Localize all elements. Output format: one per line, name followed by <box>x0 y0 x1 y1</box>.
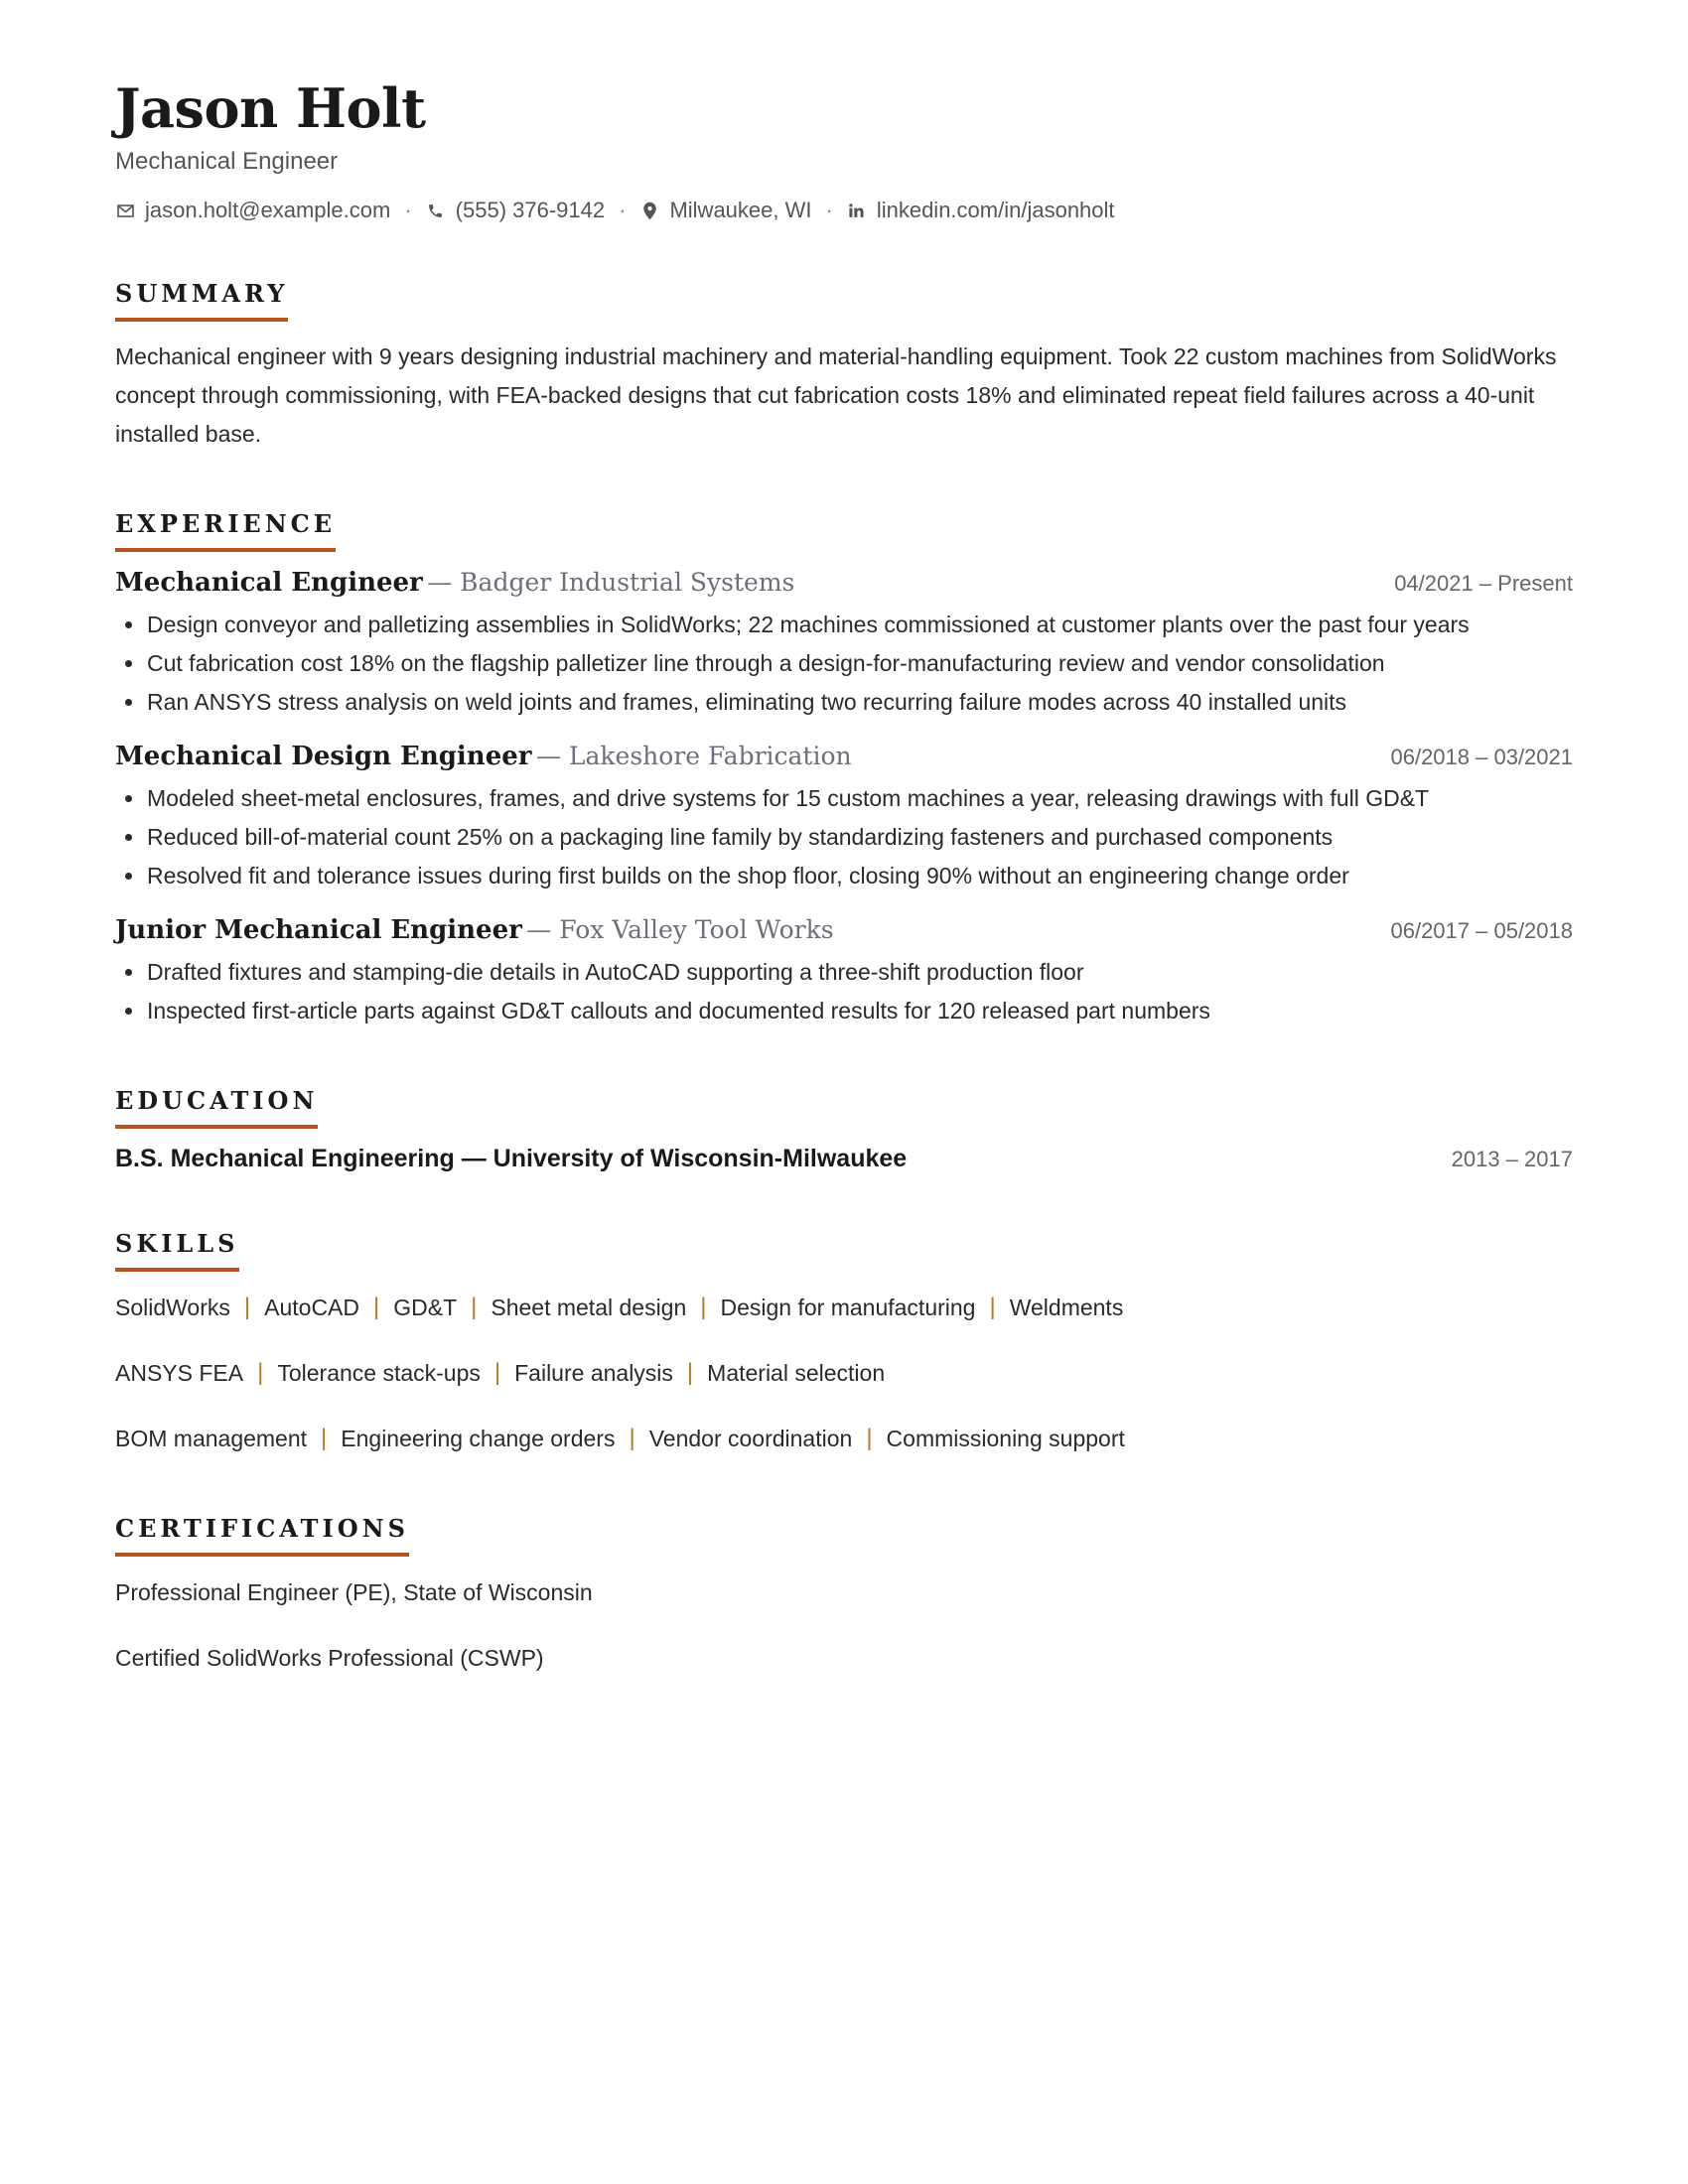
experience-section <box>115 509 1573 1030</box>
linkedin-icon <box>847 201 867 220</box>
resume-page <box>115 76 1573 1704</box>
candidate-role: Mechanical Engineer <box>115 148 339 176</box>
education-dates: 2013 – 2017 <box>1451 1147 1573 1172</box>
phone-icon <box>426 201 446 220</box>
contact-phone[interactable] <box>426 198 605 223</box>
job-dates: 04/2021 – Present <box>1394 571 1573 597</box>
job-entry <box>115 742 1573 895</box>
certifications-section <box>115 1514 1573 1678</box>
skill-item: GD&T <box>393 1294 458 1320</box>
candidate-name: Jason Holt <box>115 76 426 140</box>
resume-header <box>115 76 1573 223</box>
skill-item: ANSYS FEA <box>115 1359 244 1386</box>
skill-separator: | <box>321 1425 328 1452</box>
job-bullet: Drafted fixtures and stamping-die details in AutoCAD supporting a three-shift production floor <box>147 953 1573 992</box>
skill-item: Design for manufacturing <box>720 1294 976 1320</box>
skill-separator: | <box>471 1294 478 1321</box>
skill-item: Weldments <box>1009 1294 1124 1320</box>
skill-item: Tolerance stack-ups <box>277 1359 481 1386</box>
phone-text: (555) 376-9142 <box>455 198 606 223</box>
skill-separator: | <box>989 1294 996 1321</box>
skills-line <box>115 1419 1573 1458</box>
skill-item: Material selection <box>707 1359 886 1386</box>
contact-location <box>639 198 811 223</box>
certification-item: Certified SolidWorks Professional (CSWP) <box>115 1644 544 1671</box>
job-entry <box>115 915 1573 1030</box>
mail-icon <box>115 201 135 220</box>
job-title: Junior Mechanical Engineer <box>115 915 522 946</box>
summary-text: Mechanical engineer with 9 years designing industrial machinery and material-handling equipment. Took 22 custom machines from SolidWorks concept through commissioning, with FEA-backed designs that cut fabrication costs 18% and eliminated repeat field failures across a 40-unit installed base. <box>115 343 1557 448</box>
skill-item: Vendor coordination <box>648 1425 853 1451</box>
email-text: jason.holt@example.com <box>145 198 391 223</box>
contact-separator: · <box>825 198 833 223</box>
job-dates: 06/2017 – 05/2018 <box>1390 918 1573 944</box>
section-title-education: EDUCATION <box>115 1086 318 1129</box>
job-title: Mechanical Design Engineer <box>115 742 532 772</box>
summary-section <box>115 279 1573 454</box>
job-company: — Badger Industrial Systems <box>427 568 795 598</box>
certification-item: Professional Engineer (PE), State of Wisconsin <box>115 1578 593 1605</box>
section-title-experience: EXPERIENCE <box>115 509 336 552</box>
skills-section <box>115 1229 1573 1458</box>
skill-item: Sheet metal design <box>491 1294 687 1320</box>
job-bullet: Reduced bill-of-material count 25% on a packaging line family by standardizing fasteners and purchased components <box>147 818 1573 857</box>
education-degree: B.S. Mechanical Engineering — University of Wisconsin-Milwaukee <box>115 1145 908 1173</box>
skills-line <box>115 1288 1573 1327</box>
skill-item: SolidWorks <box>115 1294 230 1320</box>
job-bullet: Cut fabrication cost 18% on the flagship palletizer line through a design-for-manufacturing review and vendor consolidation <box>147 644 1573 683</box>
contact-separator: · <box>404 198 412 223</box>
job-company: — Lakeshore Fabrication <box>535 742 852 771</box>
job-bullets <box>115 606 1573 722</box>
skill-item: Failure analysis <box>514 1359 673 1386</box>
skill-separator: | <box>373 1294 380 1321</box>
job-dates: 06/2018 – 03/2021 <box>1390 745 1573 770</box>
skill-item: Engineering change orders <box>341 1425 616 1451</box>
skills-line <box>115 1353 1573 1393</box>
job-bullet: Modeled sheet-metal enclosures, frames, and drive systems for 15 custom machines a year, releasing drawings with full GD&T <box>147 779 1573 818</box>
education-section <box>115 1086 1573 1173</box>
job-entry <box>115 568 1573 722</box>
job-bullets <box>115 779 1573 895</box>
job-title: Mechanical Engineer <box>115 568 423 599</box>
skill-separator: | <box>257 1359 264 1387</box>
skill-item: AutoCAD <box>264 1294 359 1320</box>
skill-item: BOM management <box>115 1425 308 1451</box>
skill-separator: | <box>629 1425 635 1452</box>
location-text: Milwaukee, WI <box>669 198 812 223</box>
job-bullets <box>115 953 1573 1030</box>
location-pin-icon <box>639 201 659 220</box>
skill-separator: | <box>686 1359 694 1387</box>
job-bullet: Resolved fit and tolerance issues during first builds on the shop floor, closing 90% without an engineering change order <box>147 857 1573 895</box>
section-title-certifications: CERTIFICATIONS <box>115 1514 409 1557</box>
section-title-summary: SUMMARY <box>115 279 288 322</box>
job-bullet: Ran ANSYS stress analysis on weld joints and frames, eliminating two recurring failure modes across 40 installed units <box>147 683 1573 722</box>
linkedin-text: linkedin.com/in/jasonholt <box>876 198 1115 223</box>
skill-item: Commissioning support <box>886 1425 1125 1451</box>
education-entry <box>115 1145 1573 1173</box>
skill-separator: | <box>700 1294 707 1321</box>
skill-separator: | <box>866 1425 873 1452</box>
section-title-skills: SKILLS <box>115 1229 239 1272</box>
job-bullet: Design conveyor and palletizing assemblies in SolidWorks; 22 machines commissioned at customer plants over the past four years <box>147 606 1573 644</box>
contact-separator: · <box>619 198 627 223</box>
contact-email[interactable] <box>115 198 390 223</box>
skill-separator: | <box>243 1294 251 1321</box>
contact-bar <box>115 198 1573 223</box>
skill-separator: | <box>493 1359 501 1387</box>
job-bullet: Inspected first-article parts against GD&T callouts and documented results for 120 released part numbers <box>147 992 1573 1030</box>
job-company: — Fox Valley Tool Works <box>526 915 834 945</box>
contact-linkedin[interactable] <box>847 198 1115 223</box>
